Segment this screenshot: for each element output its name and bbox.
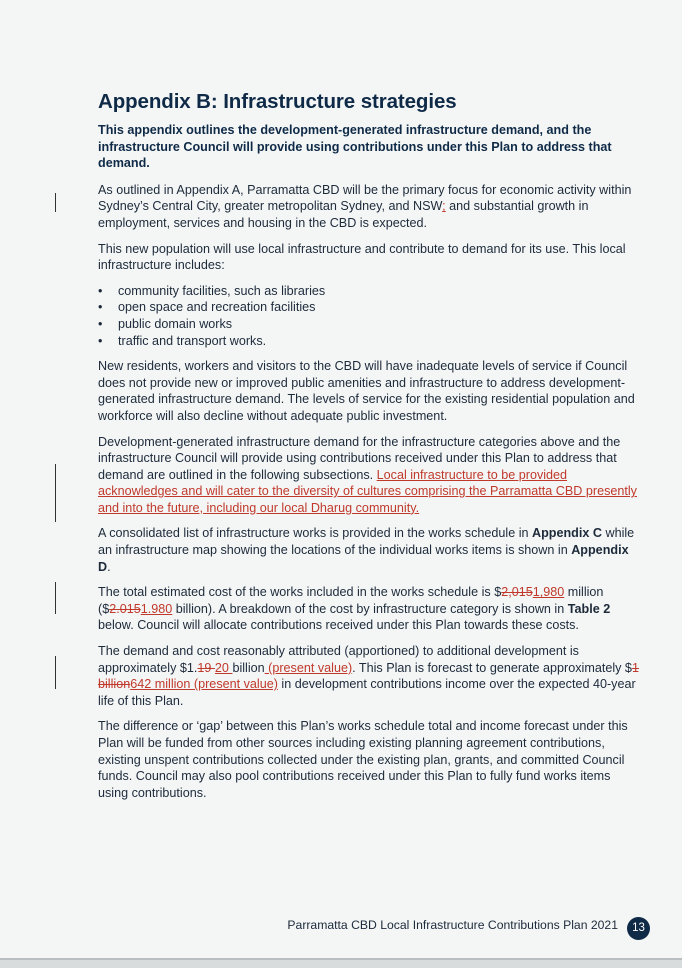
- bullet-icon: •: [98, 333, 103, 348]
- text-run: in development contributions income over the expected 40-year life of this Plan.: [98, 677, 636, 708]
- text-run: while an infrastructure map showing the locations of the individual works items is shown in: [98, 526, 635, 558]
- paragraph-1: [98, 182, 643, 232]
- change-bar: [55, 193, 56, 212]
- paragraph-8: The difference or ‘gap’ between this Plan’s works schedule total and income forecast under this Plan will be funded from other sources including existing planning agreement contributions, existing unspent contributions collected under the existing plan, grants, and committed Council funds. Council may also pool contributions received under this Plan to fully fund works items using contributions.: [98, 719, 628, 800]
- infrastructure-list: [98, 283, 643, 349]
- text-run: billion). A breakdown of the cost by infrastructure category is shown in: [172, 601, 568, 616]
- footer-title: Parramatta CBD Local Infrastructure Contributions Plan 2021: [287, 918, 618, 932]
- page-title: Appendix B: Infrastructure strategies: [98, 90, 457, 113]
- inserted-text: 20: [214, 660, 233, 675]
- deleted-text: 19: [197, 660, 215, 675]
- deleted-text: 2,015: [501, 585, 533, 600]
- paragraph-3: New residents, workers and visitors to the CBD will have inadequate levels of service if Council does not provide new or improved public amenities and infrastructure to address development-generated infrastructure demand. The levels of service for the existing residential population and workforce will also decline without adequate public investment.: [98, 359, 635, 423]
- inserted-text: 1,980: [532, 585, 565, 600]
- text-run: below. Council will allocate contributions received under this Plan towards these costs.: [98, 618, 579, 633]
- text-run: A consolidated list of infrastructure works is provided in the works schedule in: [98, 526, 532, 541]
- page-edge-divider: [0, 958, 682, 968]
- text-run: Development-generated infrastructure demand for the infrastructure categories above and the infrastructure Council will provide using contributions received under this Plan to address that demand are outlined in the following subsections.: [98, 434, 621, 482]
- text-run: billion: [232, 660, 265, 675]
- table-2-ref: Table 2: [567, 601, 611, 616]
- list-item-text: public domain works: [118, 316, 233, 331]
- page-number-badge: 13: [627, 917, 650, 940]
- list-item-text: community facilities, such as libraries: [118, 283, 326, 298]
- change-bar: [55, 464, 56, 522]
- deleted-text: 2.015: [109, 601, 141, 616]
- document-body: [98, 90, 643, 810]
- inserted-text: 1.980: [140, 601, 173, 616]
- text-run: As outlined in Appendix A, Parramatta CBD will be the primary focus for economic activity within Sydney’s Central City, greater metropolitan Sydney, and NSW: [98, 182, 632, 214]
- bullet-icon: •: [98, 300, 103, 315]
- text-run: and substantial growth in employment, services and housing in the CBD is expected.: [98, 199, 589, 230]
- inserted-text: 642 million (present value): [130, 677, 278, 692]
- list-item: [98, 299, 643, 316]
- text-run: . This Plan is forecast to generate approximately $: [352, 660, 632, 675]
- list-item: [98, 333, 643, 350]
- paragraph-2: This new population will use local infrastructure and contribute to demand for its use. This local infrastructure includes:: [98, 241, 626, 273]
- change-bar: [55, 656, 56, 689]
- inserted-text: (present value): [264, 660, 353, 675]
- deleted-text: 1 billion: [98, 660, 639, 692]
- list-item: [98, 316, 643, 333]
- appendix-d-ref: Appendix D: [98, 543, 629, 574]
- paragraph-4: [98, 434, 643, 517]
- inserted-text: ;: [442, 199, 446, 214]
- bullet-icon: •: [98, 316, 103, 331]
- list-item-text: open space and recreation facilities: [118, 300, 316, 315]
- list-item: [98, 283, 643, 300]
- text-run: million ($: [98, 585, 604, 616]
- paragraph-7: [98, 643, 643, 709]
- change-bar: [55, 582, 56, 614]
- paragraph-5: [98, 525, 643, 575]
- list-item-text: traffic and transport works.: [118, 333, 267, 348]
- intro-paragraph: This appendix outlines the development-generated infrastructure demand, and the infrastructure Council will provide using contributions under this Plan to address that demand.: [98, 123, 612, 171]
- inserted-text: Local infrastructure to be provided acknowledges and will cater to the diversity of cultures comprising the Parramatta CBD presently and into the future, including our local Dharug community.: [98, 467, 637, 515]
- text-run: The total estimated cost of the works included in the works schedule is $: [98, 585, 502, 600]
- bullet-icon: •: [98, 283, 103, 298]
- paragraph-6: [98, 584, 643, 634]
- text-run: The demand and cost reasonably attributed (apportioned) to additional development is approximately $1.: [98, 644, 579, 675]
- appendix-c-ref: Appendix C: [532, 526, 602, 541]
- text-run: .: [107, 559, 111, 574]
